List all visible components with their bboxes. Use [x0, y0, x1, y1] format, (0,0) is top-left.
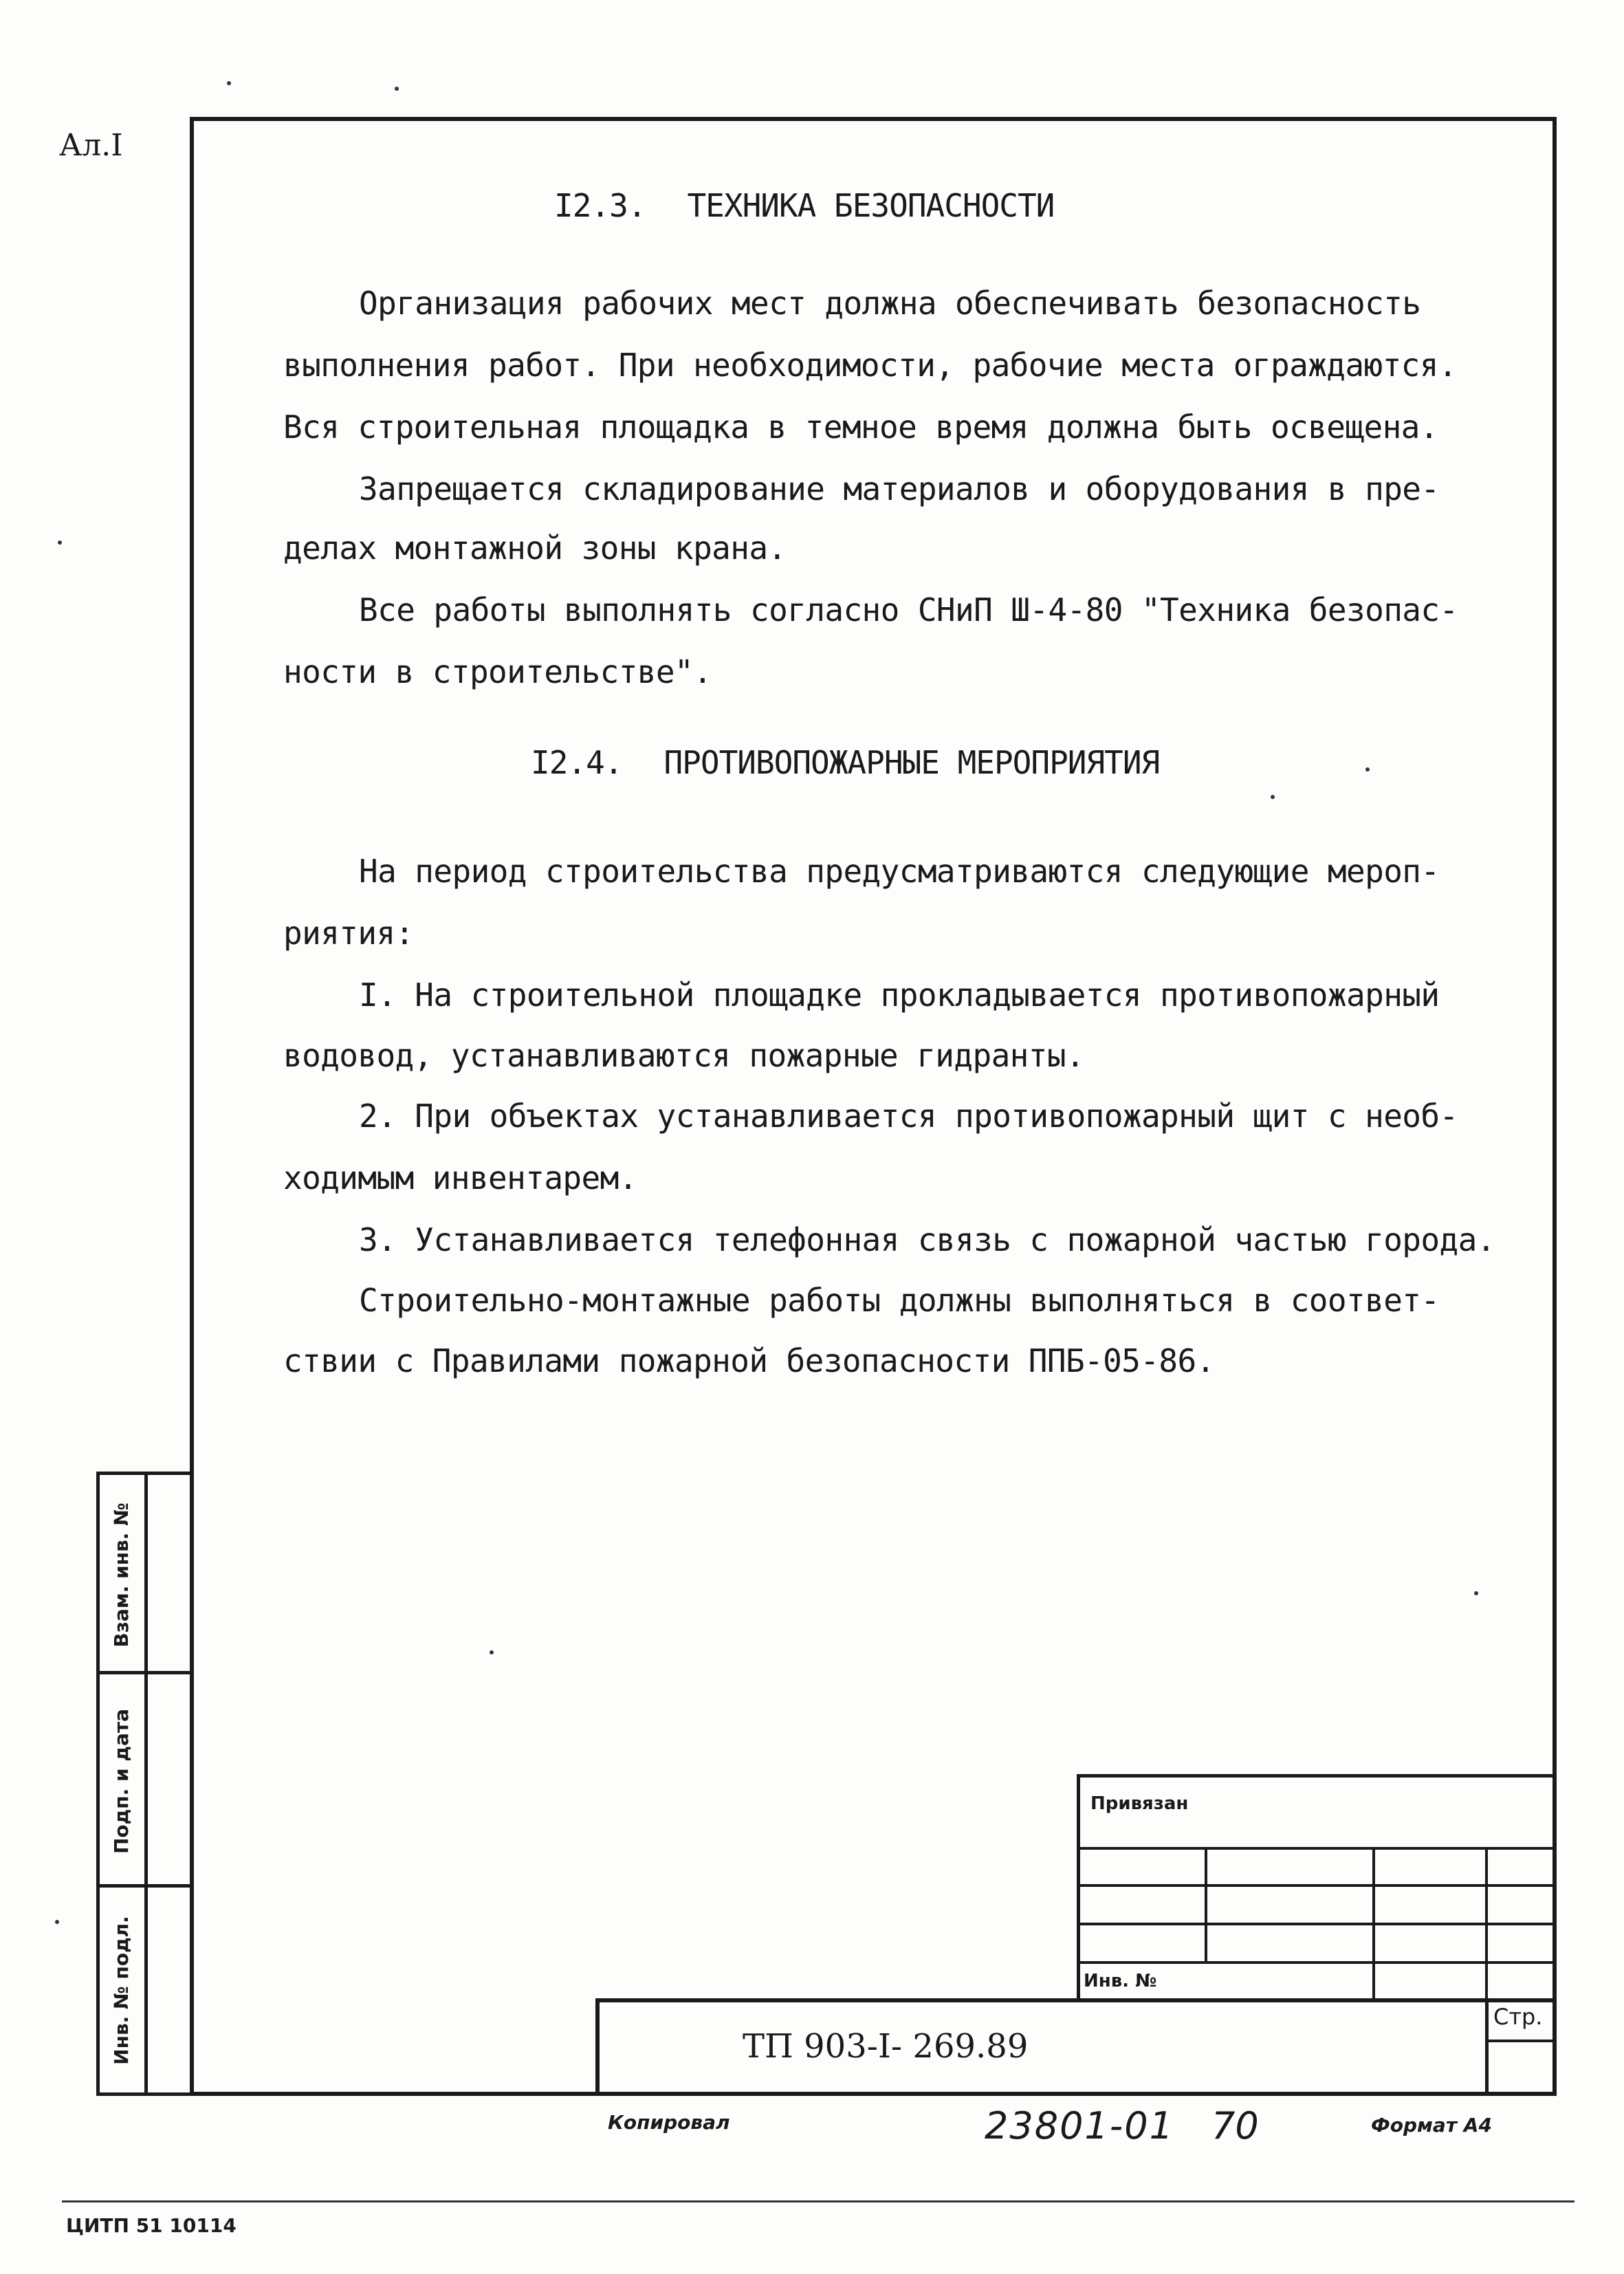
- paragraph-line: делах монтажной зоны крана.: [283, 529, 787, 567]
- original-inv-label: Инв. № подл.: [109, 1915, 133, 2065]
- sheet-label: Ал.I: [59, 128, 123, 163]
- scan-speck: [58, 540, 62, 545]
- section-number: I2.3.: [554, 187, 646, 224]
- sheet-number: 70: [1211, 2104, 1259, 2147]
- paragraph-line: ности в строительстве".: [283, 653, 712, 690]
- page-label: Стр.: [1493, 2004, 1543, 2030]
- paragraph-line: 3. Устанавливается телефонная связь с пожарной частью города.: [359, 1221, 1495, 1258]
- paragraph-line: Вся строительная площадка в темное время должна быть освещена.: [283, 408, 1438, 446]
- scan-speck: [395, 87, 399, 91]
- paragraph-line: выполнения работ. При необходимости, рабочие места ограждаются.: [283, 347, 1457, 384]
- paragraph-line: Запрещается складирование материалов и оборудования в пре-: [359, 470, 1440, 507]
- paragraph-line: водовод, устанавливаются пожарные гидранты.: [283, 1037, 1085, 1074]
- scan-speck: [1474, 1591, 1478, 1595]
- format-label: Формат А4: [1371, 2114, 1492, 2136]
- replaced-inv-label: Взам. инв. №: [109, 1502, 133, 1648]
- paragraph-line: Все работы выполнять согласно СНиП Ш-4-80 "Техника безопас-: [359, 591, 1458, 628]
- paragraph-line: ходимым инвентарем.: [283, 1159, 637, 1196]
- section-title: ПРОТИВОПОЖАРНЫЕ МЕРОПРИЯТИЯ: [663, 744, 1160, 781]
- scan-speck: [55, 1920, 59, 1924]
- signature-date-label: Подп. и дата: [109, 1708, 133, 1854]
- section-title: ТЕХНИКА БЕЗОПАСНОСТИ: [687, 187, 1055, 224]
- paragraph-line: Организация рабочих мест должна обеспечивать безопасность: [359, 285, 1421, 322]
- scan-speck: [1271, 795, 1275, 799]
- paragraph-line: На период строительства предусматриваются следующие мероп-: [359, 853, 1440, 890]
- inv-number-label: Инв. №: [1084, 1971, 1157, 1991]
- scan-speck: [227, 81, 231, 85]
- scan-speck: [1365, 767, 1370, 772]
- section-heading-fire: [531, 744, 1159, 781]
- bottom-rule: [62, 2200, 1574, 2202]
- section-heading-safety: [554, 187, 1054, 224]
- paragraph-line: ствии с Правилами пожарной безопасности ППБ-05-86.: [283, 1342, 1215, 1379]
- side-stamp: [96, 1472, 194, 2096]
- paragraph-line: риятия:: [283, 915, 414, 952]
- linked-label: Привязан: [1090, 1793, 1189, 1814]
- archive-number: 23801-01: [985, 2104, 1174, 2147]
- copied-by-label: Копировал: [608, 2111, 730, 2134]
- section-number: I2.4.: [531, 744, 623, 781]
- paragraph-line: Строительно-монтажные работы должны выполняться в соответ-: [359, 1282, 1440, 1319]
- scan-speck: [490, 1650, 494, 1654]
- paragraph-line: I. На строительной площадке прокладывается противопожарный: [359, 976, 1440, 1014]
- printer-mark: ЦИТП 51 10114: [66, 2214, 237, 2237]
- paragraph-line: 2. При объектах устанавливается противопожарный щит с необ-: [359, 1097, 1458, 1135]
- document-code: ТП 903-I- 269.89: [743, 2027, 1029, 2066]
